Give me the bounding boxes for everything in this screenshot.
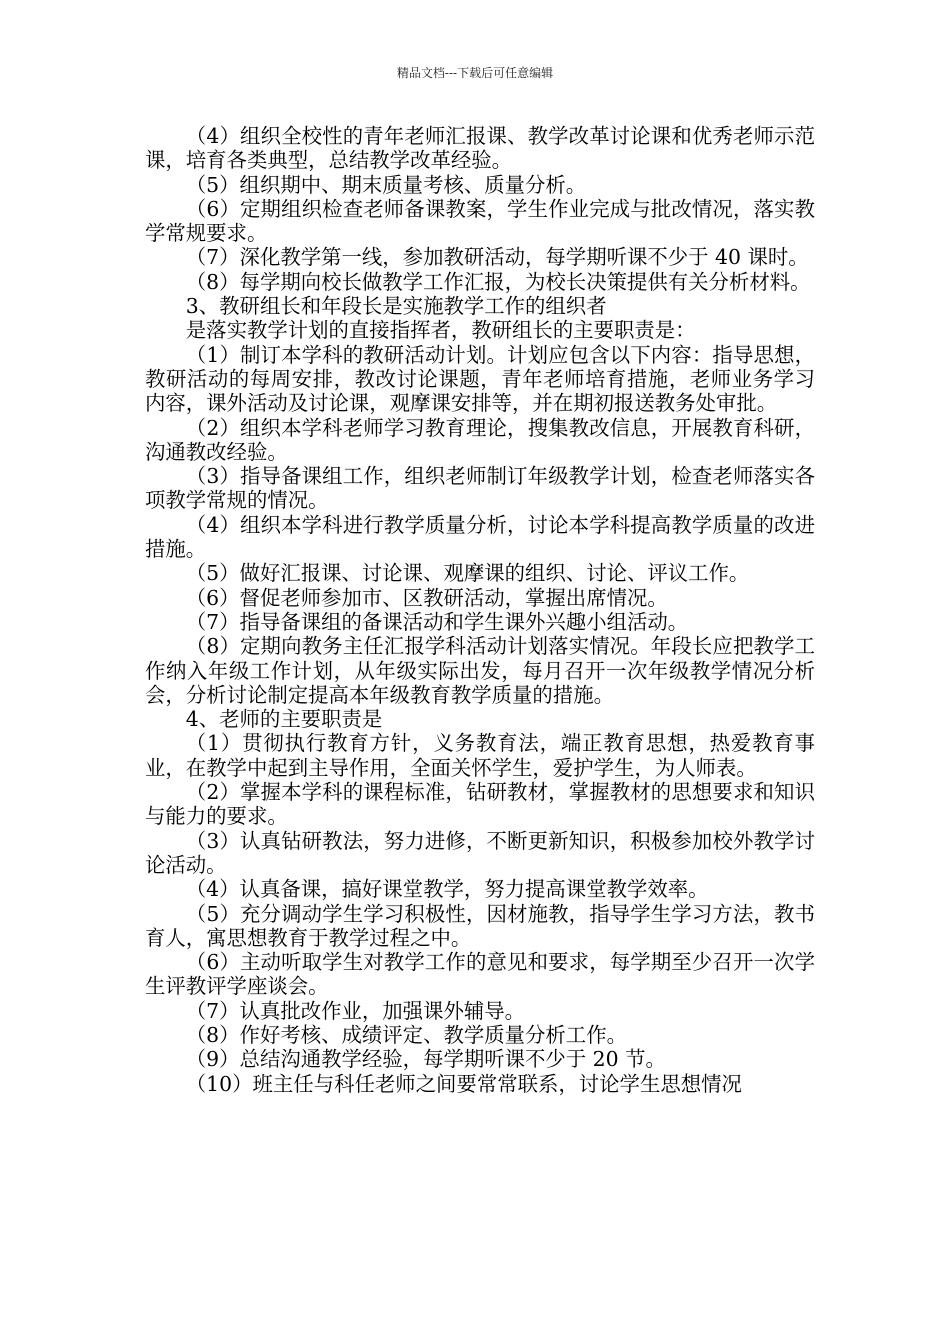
paragraph: （6）定期组织检查老师备课教案，学生作业完成与批改情况，落实教学常规要求。 bbox=[145, 196, 815, 246]
paragraph: （10）班主任与科任老师之间要常常联系，讨论学生思想情况 bbox=[185, 1071, 742, 1096]
paragraph: （3）指导备课组工作，组织老师制订年级教学计划，检查老师落实各项教学常规的情况。 bbox=[145, 464, 815, 513]
paragraph: （5）做好汇报课、讨论课、观摩课的组织、讨论、评议工作。 bbox=[185, 561, 750, 586]
paragraph: （4）组织全校性的青年老师汇报课、教学改革讨论课和优秀老师示范课，培育各类典型，总结教学改革经验。 bbox=[145, 124, 815, 173]
paragraph: （4）认真备课，搞好课堂教学，努力提高课堂教学效率。 bbox=[185, 877, 709, 902]
paragraph: （6）主动听取学生对教学工作的意见和要求，每学期至少召开一次学生评教评学座谈会。 bbox=[145, 950, 815, 999]
paragraph: （5）充分调动学生学习积极性，因材施教，指导学生学习方法，教书育人，寓思想教育于教学过程之中。 bbox=[145, 901, 815, 950]
paragraph: （8）每学期向校长做教学工作汇报，为校长决策提供有关分析材料。 bbox=[185, 269, 811, 294]
section-heading: 3、教研组长和年段长是实施教学工作的组织者 bbox=[185, 294, 607, 319]
paragraph: （8）定期向教务主任汇报学科活动计划落实情况。年段长应把教学工作纳入年级工作计划，从年级实际出发，每月召开一次年级教学情况分析会，分析讨论制定提高本年级教育教学质量的措施。 bbox=[145, 634, 815, 707]
paragraph: （6）督促老师参加市、区教研活动，掌握出席情况。 bbox=[185, 585, 668, 610]
paragraph: （7）指导备课组的备课活动和学生课外兴趣小组活动。 bbox=[185, 609, 689, 634]
document-body bbox=[145, 124, 815, 1096]
paragraph: （1）制订本学科的教研活动计划。计划应包含以下内容：指导思想，教研活动的每周安排，教改讨论课题，青年老师培育措施，老师业务学习内容，课外活动及讨论课，观摩课安排等，并在期初报送教务处审批。 bbox=[145, 342, 815, 416]
paragraph: （8）作好考核、成绩评定、教学质量分析工作。 bbox=[185, 1022, 627, 1047]
paragraph: （5）组织期中、期末质量考核、质量分析。 bbox=[185, 172, 587, 197]
paragraph: （3）认真钻研教法，努力进修，不断更新知识，积极参加校外教学讨论活动。 bbox=[145, 828, 815, 877]
paragraph: （4）组织本学科进行教学质量分析，讨论本学科提高教学质量的改进措施。 bbox=[145, 512, 815, 562]
paragraph: （2）掌握本学科的课程标准，钻研教材，掌握教材的思想要求和知识与能力的要求。 bbox=[145, 780, 815, 829]
paragraph: （9）总结沟通教学经验，每学期听课不少于 20 节。 bbox=[185, 1047, 666, 1072]
paragraph: （7）认真批改作业，加强课外辅导。 bbox=[185, 998, 526, 1023]
page-header: 精品文档---下载后可任意编辑 bbox=[396, 66, 554, 80]
paragraph: （7）深化教学第一线，参加教研活动，每学期听课不少于 40 课时。 bbox=[185, 245, 809, 270]
section-heading: 4、老师的主要职责是 bbox=[185, 707, 383, 732]
paragraph: 是落实教学计划的直接指挥者，教研组长的主要职责是： bbox=[185, 318, 696, 343]
paragraph: （2）组织本学科老师学习教育理论，搜集教改信息，开展教育科研，沟通教改经验。 bbox=[145, 415, 815, 464]
paragraph: （1）贯彻执行教育方针，义务教育法，端正教育思想，热爱教育事业，在教学中起到主导作用，全面关怀学生，爱护学生，为人师表。 bbox=[145, 731, 815, 780]
